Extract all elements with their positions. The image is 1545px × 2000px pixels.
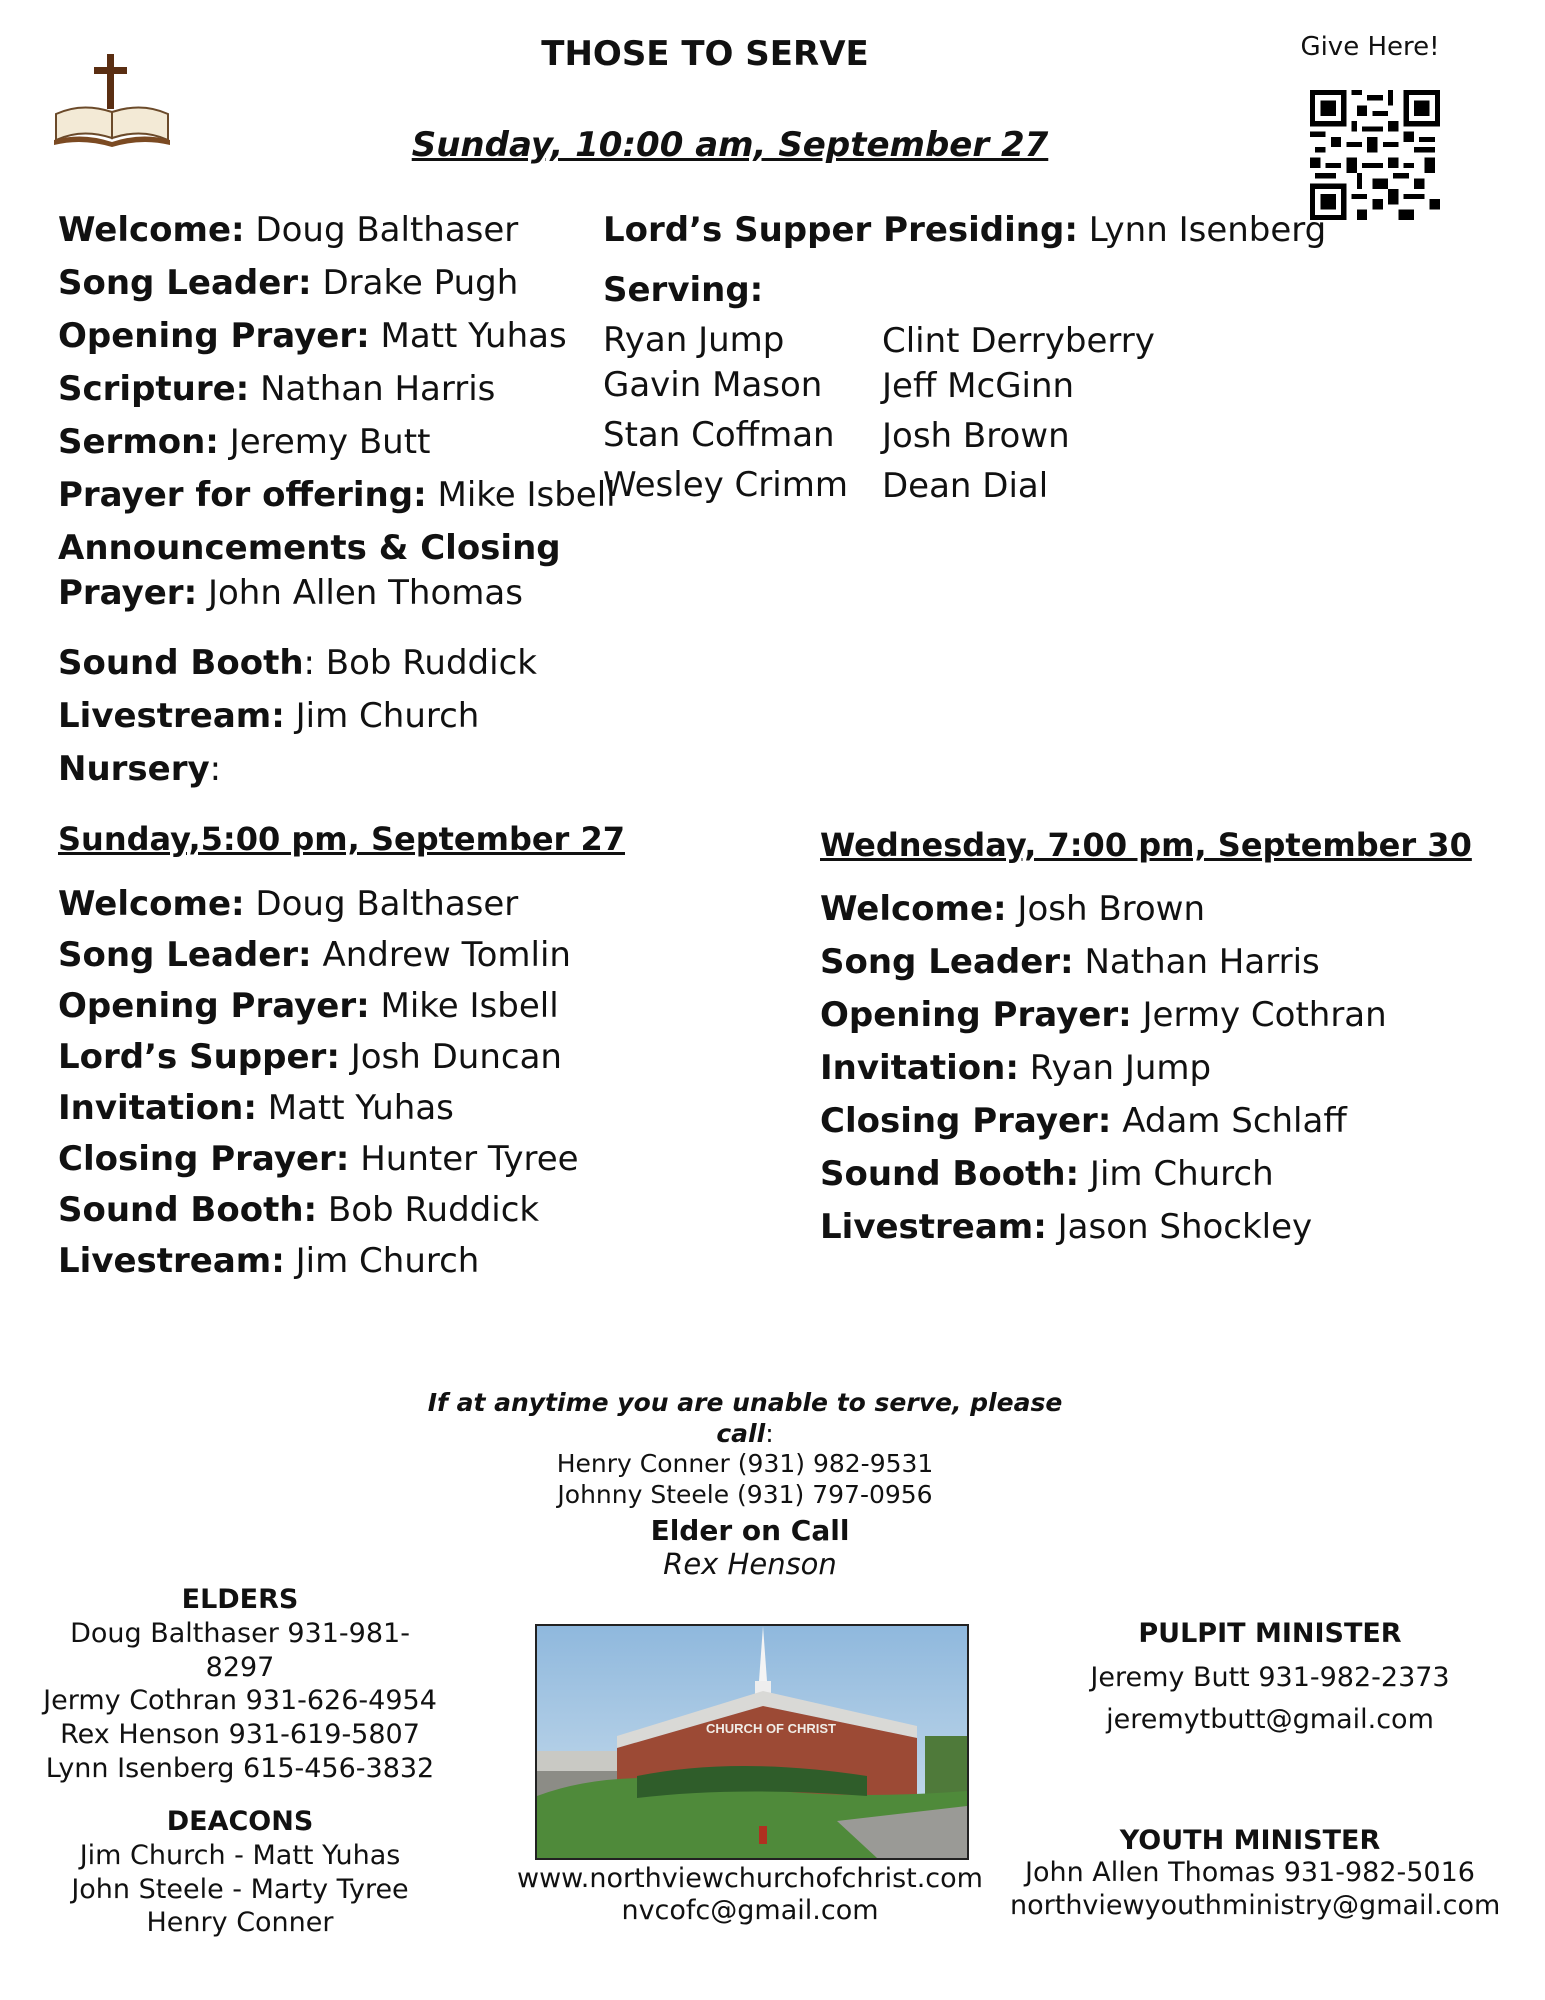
role-value: Mike Isbell (426, 475, 616, 515)
deacon-line: Henry Conner (146, 1907, 334, 1939)
role-label: Opening Prayer: (820, 995, 1132, 1035)
role-row (58, 1037, 579, 1088)
role-value: Andrew Tomlin (311, 935, 571, 975)
role-value: : Bob Ruddick (303, 643, 537, 683)
contact-notice-colon: : (765, 1418, 774, 1448)
youth-heading: YOUTH MINISTER (1119, 1825, 1381, 1856)
role-value: Josh Brown (1006, 889, 1206, 929)
role-label: Song Leader: (58, 935, 312, 975)
role-row (58, 749, 616, 802)
wednesday-roles (820, 889, 1387, 1260)
role-row (58, 884, 579, 935)
elder-line: Jermy Cothran 931-626-4954 (43, 1685, 437, 1717)
contact-notice-text: If at anytime you are unable to serve, please call (427, 1388, 1063, 1448)
role-value: Jim Church (284, 1241, 480, 1281)
wednesday-heading: Wednesday, 7:00 pm, September 30 (820, 826, 1472, 864)
role-label: Sermon: (58, 422, 219, 462)
role-label: Announcements & Closing (58, 528, 561, 568)
role-value: Ryan Jump (1018, 1048, 1212, 1088)
elder-on-call-label: Elder on Call (650, 1514, 850, 1547)
deacons-block (40, 1805, 440, 1940)
youth-email: northviewyouthministry@gmail.com (1010, 1889, 1501, 1921)
role-label: Song Leader: (58, 263, 312, 303)
youth-line: John Allen Thomas 931-982-5016 (1025, 1857, 1475, 1889)
role-row (820, 1048, 1387, 1101)
role-value: : (209, 749, 222, 789)
sunday-am-heading: Sunday, 10:00 am, September 27 (411, 125, 1049, 165)
contact-block (400, 1388, 1090, 1510)
sunday-pm-roles (58, 884, 579, 1292)
role-value: Josh Duncan (339, 1037, 562, 1077)
role-label: Sound Booth: (58, 1190, 318, 1230)
role-row (820, 1101, 1387, 1154)
pulpit-minister-block (1040, 1618, 1500, 1735)
elders-block (40, 1583, 440, 1786)
pulpit-line: Jeremy Butt 931-982-2373 (1090, 1662, 1450, 1693)
lords-supper-presiding (603, 210, 1326, 251)
role-label: Lord’s Supper: (58, 1037, 340, 1077)
role-value: John Allen Thomas (197, 573, 523, 613)
role-value: Mike Isbell (369, 986, 559, 1026)
role-value: Doug Balthaser (244, 210, 519, 250)
pulpit-email: jeremytbutt@gmail.com (1106, 1704, 1434, 1735)
role-row (58, 422, 616, 475)
role-row (58, 573, 616, 643)
list-item: Dean Dial (882, 466, 1049, 506)
church-contact (500, 1863, 1000, 1927)
role-row (820, 995, 1387, 1048)
role-row (58, 369, 616, 422)
role-label: Sound Booth (58, 643, 304, 683)
role-row (820, 889, 1387, 942)
elders-heading: ELDERS (181, 1584, 299, 1615)
elder-line: Lynn Isenberg 615-456-3832 (45, 1752, 435, 1784)
role-label: Closing Prayer: (820, 1101, 1112, 1141)
role-value: Drake Pugh (311, 263, 519, 303)
give-here-label: Give Here! (1300, 32, 1440, 62)
role-label: Invitation: (58, 1088, 257, 1128)
list-item: Jeff McGinn (882, 366, 1075, 406)
role-row (58, 696, 616, 749)
role-label: Lord’s Supper Presiding: (603, 210, 1078, 250)
role-label: Invitation: (820, 1048, 1019, 1088)
role-row (58, 210, 616, 263)
role-value: Hunter Tyree (349, 1139, 579, 1179)
church-sign-text: CHURCH OF CHRIST (706, 1721, 836, 1736)
role-value: Jeremy Butt (218, 422, 431, 462)
role-row (820, 1154, 1387, 1207)
role-value: Matt Yuhas (369, 316, 567, 356)
role-label: Closing Prayer: (58, 1139, 350, 1179)
role-label: Sound Booth: (820, 1154, 1080, 1194)
role-row (58, 263, 616, 316)
list-item: Wesley Crimm (603, 465, 848, 505)
role-value: Matt Yuhas (256, 1088, 454, 1128)
church-photo (535, 1624, 969, 1860)
role-row (58, 1190, 579, 1241)
serving-label (603, 270, 763, 311)
role-row (58, 643, 616, 696)
website-link: www.northviewchurchofchrist.com (517, 1863, 983, 1894)
elder-line: Rex Henson 931-619-5807 (60, 1719, 420, 1750)
role-row (58, 986, 579, 1037)
contact-notice (400, 1388, 1090, 1449)
list-item: Stan Coffman (603, 415, 835, 455)
role-value: Bob Ruddick (317, 1190, 540, 1230)
serving-list-right (882, 321, 1155, 516)
role-value: Jim Church (1079, 1154, 1274, 1194)
role-row (58, 475, 616, 528)
elder-on-call (600, 1514, 900, 1581)
role-value: Adam Schlaff (1111, 1101, 1347, 1141)
role-label: Livestream: (58, 1241, 285, 1281)
sunday-am-roles (58, 210, 616, 802)
church-building-image (537, 1626, 967, 1858)
role-value: Nathan Harris (1073, 942, 1320, 982)
list-item: Josh Brown (882, 416, 1070, 456)
serving-list-left (603, 320, 848, 515)
role-value: Jermy Cothran (1131, 995, 1387, 1035)
role-row (820, 1207, 1387, 1260)
serving-heading: Serving: (603, 270, 764, 310)
deacon-line: John Steele - Marty Tyree (71, 1873, 409, 1905)
contact-line: Henry Conner (931) 982-9531 (556, 1449, 934, 1478)
pulpit-heading: PULPIT MINISTER (1138, 1618, 1402, 1649)
role-label: Livestream: (820, 1207, 1047, 1247)
role-row (58, 1088, 579, 1139)
role-value: Lynn Isenberg (1077, 210, 1327, 250)
role-row (58, 316, 616, 369)
role-value: Doug Balthaser (244, 884, 519, 924)
role-row (58, 528, 616, 573)
role-row (820, 942, 1387, 995)
role-label: Livestream: (58, 696, 285, 736)
page-title: THOSE TO SERVE (541, 34, 869, 74)
role-value: Nathan Harris (249, 369, 496, 409)
role-row (58, 935, 579, 986)
list-item: Gavin Mason (603, 365, 823, 405)
list-item: Clint Derryberry (882, 321, 1155, 361)
role-value: Jim Church (284, 696, 480, 736)
role-label: Welcome: (58, 210, 245, 250)
role-label: Song Leader: (820, 942, 1074, 982)
deacon-line: Jim Church - Matt Yuhas (79, 1839, 401, 1871)
role-label: Nursery (58, 749, 210, 789)
role-row (58, 1241, 579, 1292)
list-item: Ryan Jump (603, 320, 785, 360)
sunday-pm-heading: Sunday,5:00 pm, September 27 (58, 820, 625, 858)
role-label: Welcome: (58, 884, 245, 924)
role-label: Welcome: (820, 889, 1007, 929)
role-label: Opening Prayer: (58, 986, 370, 1026)
role-row (58, 1139, 579, 1190)
role-label: Scripture: (58, 369, 250, 409)
deacons-heading: DEACONS (166, 1806, 314, 1837)
role-label: Opening Prayer: (58, 316, 370, 356)
contact-line: Johnny Steele (931) 797-0956 (557, 1479, 933, 1509)
role-value: Jason Shockley (1046, 1207, 1313, 1247)
role-label: Prayer for offering: (58, 475, 427, 515)
role-label: Prayer: (58, 573, 198, 613)
church-email: nvcofc@gmail.com (621, 1894, 879, 1926)
youth-minister-block (1010, 1825, 1501, 1922)
elder-on-call-name: Rex Henson (663, 1547, 837, 1581)
give-qr-code[interactable] (1310, 90, 1440, 220)
elder-line: Doug Balthaser 931-981-8297 (70, 1617, 410, 1683)
